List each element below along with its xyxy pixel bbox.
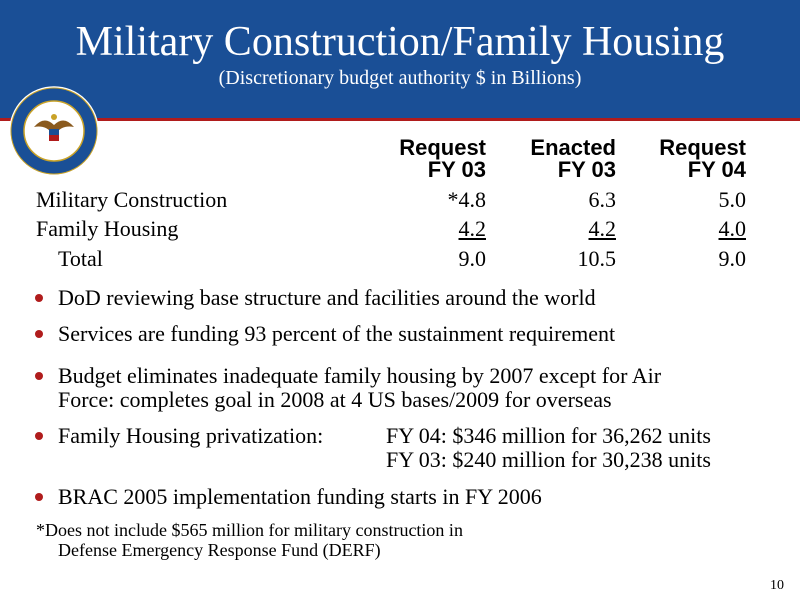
row-label-family-housing: Family Housing xyxy=(36,216,179,241)
cell-fh-enacted-fy03: 4.2 xyxy=(588,216,616,241)
row-label-total: Total xyxy=(58,246,103,271)
bullet-inadequate-housing: Budget eliminates inadequate family housing by 2007 except for Air Force: completes goal in 2008 at 4 US bases/2009 for overseas xyxy=(58,363,662,412)
cell-total-request-fy03: 9.0 xyxy=(458,246,486,271)
bullet-dot xyxy=(35,493,43,501)
cell-milcon-enacted-fy03: 6.3 xyxy=(588,187,616,212)
bullet-dot xyxy=(35,372,43,380)
cell-total-request-fy04: 9.0 xyxy=(718,246,746,271)
cell-total-enacted-fy03: 10.5 xyxy=(577,246,616,271)
slide-subtitle: (Discretionary budget authority $ in Billions) xyxy=(218,67,582,89)
cell-milcon-request-fy04: 5.0 xyxy=(718,187,746,212)
cell-fh-request-fy04: 4.0 xyxy=(718,216,746,241)
cell-fh-request-fy03: 4.2 xyxy=(458,216,486,241)
bullet-sustainment: Services are funding 93 percent of the sustainment requirement xyxy=(58,321,616,346)
row-label-military-construction: Military Construction xyxy=(36,187,228,212)
banner-rule xyxy=(0,118,800,121)
eagle-seal-icon xyxy=(8,85,100,177)
cell-milcon-request-fy03: *4.8 xyxy=(447,187,486,212)
bullet-dot xyxy=(35,294,43,302)
col-header-enacted-fy03: Enacted FY 03 xyxy=(530,135,616,182)
page-number: 10 xyxy=(770,578,784,593)
footnote: *Does not include $565 million for military construction in Defense Emergency Response Fund (DERF) xyxy=(36,520,463,560)
bullet-base-structure: DoD reviewing base structure and facilities around the world xyxy=(58,285,596,310)
bullet-brac: BRAC 2005 implementation funding starts in FY 2006 xyxy=(58,484,542,509)
bullet-dot xyxy=(35,432,43,440)
col-header-request-fy04: Request FY 04 xyxy=(659,135,746,182)
bullet-dot xyxy=(35,330,43,338)
bullet-privatization-label: Family Housing privatization: xyxy=(58,423,324,448)
slide-title: Military Construction/Family Housing xyxy=(75,19,725,65)
col-header-request-fy03: Request FY 03 xyxy=(399,135,486,182)
bullet-privatization-amounts: FY 04: $346 million for 36,262 units FY 03: $240 million for 30,238 units xyxy=(386,423,711,472)
